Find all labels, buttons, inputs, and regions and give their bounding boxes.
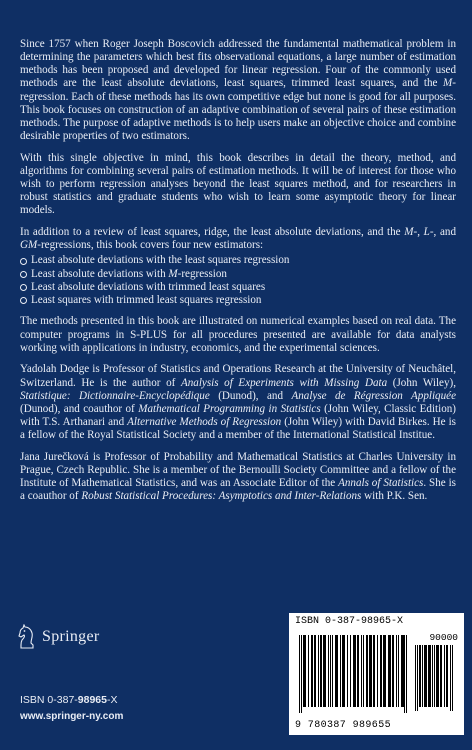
barcode-bar [406, 635, 407, 713]
barcode-bar [342, 635, 345, 707]
list-item: Least absolute deviations with M-regression [20, 268, 456, 281]
barcode-bar [392, 635, 394, 707]
barcode-bar [436, 645, 439, 707]
barcode-bar [452, 645, 453, 711]
barcode-isbn: ISBN 0-387-98965-X [295, 616, 404, 627]
paragraph-intro: Since 1757 when Roger Joseph Boscovich addressed the fundamental mathematical problem in determining the parameters which best fits observational equations, a large number of estimation methods has been proposed and developed for linear regression. Four of the commonly used methods are the least absolute deviations, least squares, trimmed least squares, and the M-regression. Each of these methods has its own competitive edge but none is good for all purposes. This book focuses on construction of an adaptive combination of several pairs of these estimation methods. The purpose of adaptive methods is to help users make an objective choice and combine desirable properties of two estimators. [20, 38, 456, 143]
paragraph-objective: With this single objective in mind, this book describes in detail the theory, method, and algorithms for combining several pairs of estimation methods. It will be of interest for those who wish to perform regression analyses beyond the least squares method, and for researchers in robust statistics and graduate students who wish to learn some asymptotic theory for linear models. [20, 151, 456, 217]
barcode-bar [401, 635, 404, 707]
list-item: Least absolute deviations with trimmed least squares [20, 281, 456, 294]
barcode-bar [314, 635, 316, 707]
barcode-bar [388, 635, 391, 707]
isbn-text: ISBN 0-387-98965-X [20, 694, 118, 706]
barcode-bar [308, 635, 309, 707]
barcode-bar [446, 645, 448, 707]
ean-barcode [297, 635, 457, 717]
barcode-bar [428, 645, 431, 707]
barcode-bar [320, 635, 322, 707]
barcode-price-code: 90000 [429, 632, 458, 643]
barcode-bar [398, 635, 399, 707]
barcode-bar [366, 635, 368, 707]
barcode-bar [335, 635, 338, 707]
barcode-bar [417, 645, 418, 711]
barcode-bar [377, 635, 378, 707]
publisher-name: Springer [42, 628, 100, 645]
barcode-bar [380, 635, 382, 707]
paragraph-examples: The methods presented in this book are illustrated on numerical examples based on real data. The computer programs in S-PLUS for all procedures presented are available for data analysts working with applications in industry, economics, and the experimental sciences. [20, 315, 456, 354]
springer-chess-knight-icon [18, 624, 36, 650]
barcode-bar [301, 635, 302, 713]
paragraph-estimators: In addition to a review of least squares, ridge, the least absolute deviations, and the M-, L-, and GM-regressions, this book covers four new estimators: [20, 226, 456, 252]
barcode-bar [323, 635, 326, 707]
barcode-bar [340, 635, 341, 707]
barcode-label [289, 613, 464, 735]
publisher-url: www.springer-ny.com [20, 711, 124, 722]
barcode-bar [299, 635, 300, 713]
barcode-bar [353, 635, 356, 707]
barcode-bar [369, 635, 372, 707]
barcode-bar [350, 635, 351, 707]
barcode-bar [318, 635, 319, 707]
barcode-bar [404, 635, 405, 713]
barcode-bar [424, 645, 427, 707]
barcode-number: 9 780387 989655 [295, 720, 392, 731]
barcode-bar [361, 635, 362, 707]
barcode-bar [347, 635, 348, 707]
paragraph-author-dodge: Yadolah Dodge is Professor of Statistics and Operations Research at the University of Neuchâtel, Switzerland. He is the author of Analysis of Experiments with Missing Data (John Wiley), Statistique: Dictionnaire-Encyclopédique (Dunod), and Analyse de Régression Appliquée (Dunod), and coauthor of Mathematical Programming in Statistics (John Wiley, Classic Edition) with T.S. Arthanari and Alternative Methods of Regression (John Wiley) with David Birkes. He is a fellow of the Royal Statistical Society and a member of the International Statistical Institue. [20, 363, 457, 442]
barcode-bar [432, 645, 433, 707]
barcode-bar [396, 635, 397, 707]
barcode-bar [311, 635, 313, 707]
barcode-bar [332, 635, 333, 707]
estimator-list [20, 254, 456, 307]
barcode-bar [422, 645, 423, 707]
publisher-logo [18, 622, 100, 652]
barcode-bar [383, 635, 386, 707]
list-item: Least squares with trimmed least squares regression [20, 294, 456, 307]
paragraph-author-jureckova: Jana Jurečková is Professor of Probability and Mathematical Statistics at Charles University in Prague, Czech Republic. She is a member of the Bernoulli Society Committee and a fellow of the Institute of Mathematical Statistics, and was an Associate Editor of the Annals of Statistics. She is a coauthor of Robust Statistical Procedures: Asymptotics and Inter-Relations with P.K. Sen. [20, 450, 456, 503]
description-text [20, 38, 456, 512]
barcode-bar [419, 645, 421, 707]
barcode-bar [444, 645, 445, 707]
barcode-bar [330, 635, 331, 707]
list-item: Least absolute deviations with the least squares regression [20, 254, 456, 267]
barcode-bar [440, 645, 442, 707]
barcode-bar [357, 635, 359, 707]
barcode-bar [434, 645, 435, 707]
barcode-bar [450, 645, 451, 711]
barcode-bar [303, 635, 306, 707]
barcode-bar [373, 635, 375, 707]
barcode-bar [415, 645, 416, 711]
barcode-bar [328, 635, 329, 707]
barcode-bar [363, 635, 364, 707]
